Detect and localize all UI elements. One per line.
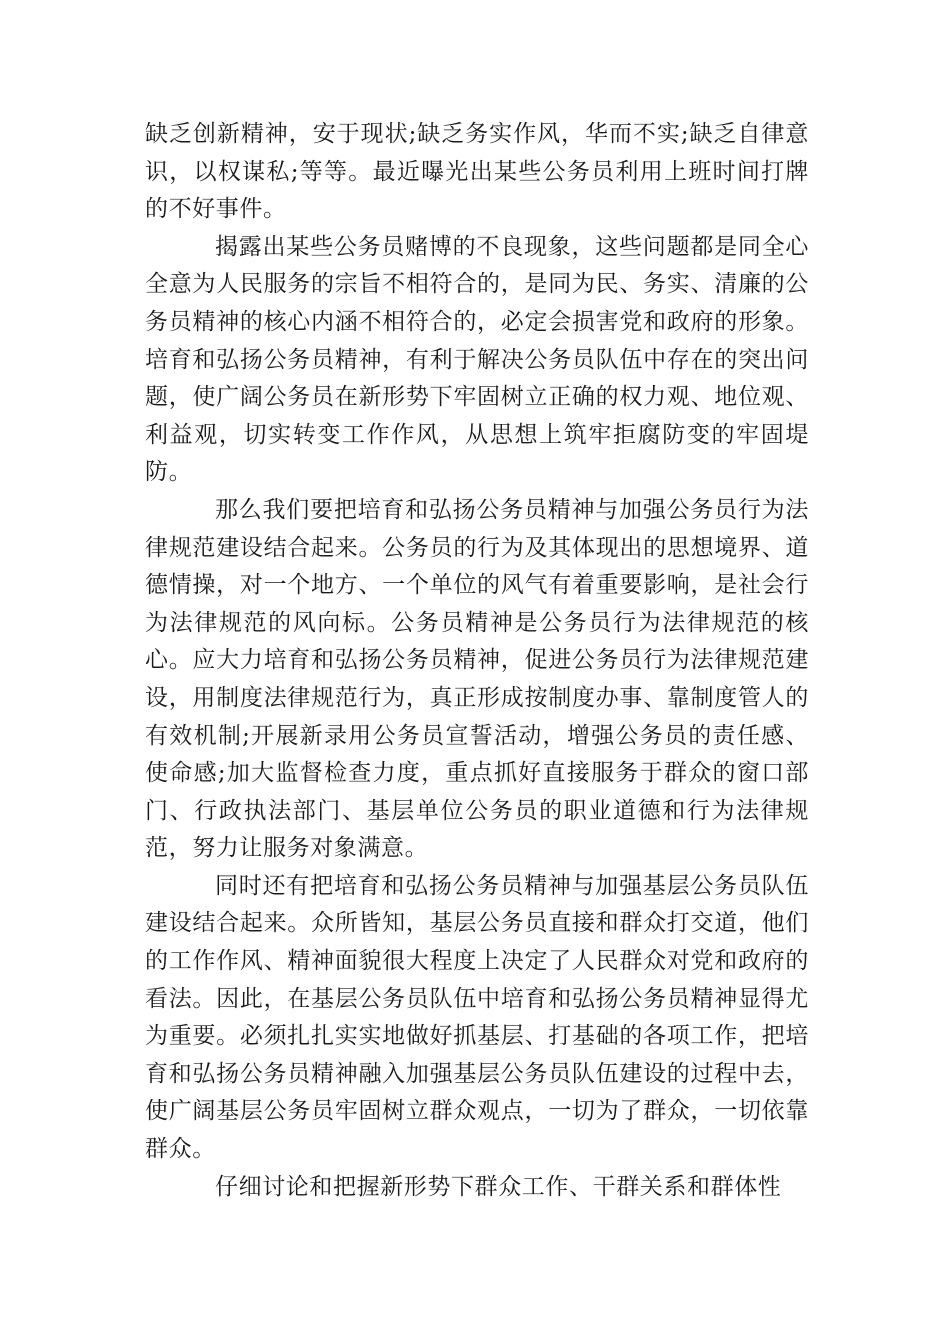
paragraph-2: 揭露出某些公务员赌博的不良现象，这些问题都是同全心全意为人民服务的宗旨不相符合的，是同为民、务实、清廉的公务员精神的核心内涵不相符合的，必定会损害党和政府的形象。培育和弘扬公务员精神，有利于解决公务员队伍中存在的突出问题，使广阔公务员在新形势下牢固树立正确的权力观、地位观、利益观，切实转变工作作风，从思想上筑牢拒腐防变的牢固堤防。 [145,233,809,486]
paragraph-1: 缺乏创新精神，安于现状;缺乏务实作风，华而不实;缺乏自律意识，以权谋私;等等。最近曝光出某些公务员利用上班时间打牌的不好事件。 [145,121,809,223]
document-body [145,116,809,1206]
paragraph-4: 同时还有把培育和弘扬公务员精神与加强基层公务员队伍建设结合起来。众所皆知，基层公务员直接和群众打交道，他们的工作作风、精神面貌很大程度上决定了人民群众对党和政府的看法。因此，在基层公务员队伍中培育和弘扬公务员精神显得尤为重要。必须扎扎实实地做好抓基层、打基础的各项工作，把培育和弘扬公务员精神融入加强基层公务员队伍建设的过程中去，使广阔基层公务员牢固树立群众观点，一切为了群众，一切依靠群众。 [145,872,809,1163]
paragraph-5: 仔细讨论和把握新形势下群众工作、干群关系和群体性 [215,1173,782,1200]
paragraph-3: 那么我们要把培育和弘扬公务员精神与加强公务员行为法律规范建设结合起来。公务员的行为及其体现出的思想境界、道德情操，对一个地方、一个单位的风气有着重要影响，是社会行为法律规范的风向标。公务员精神是公务员行为法律规范的核心。应大力培育和弘扬公务员精神，促进公务员行为法律规范建设，用制度法律规范行为，真正形成按制度办事、靠制度管人的有效机制;开展新录用公务员宣誓活动，增强公务员的责任感、使命感;加大监督检查力度，重点抓好直接服务于群众的窗口部门、行政执法部门、基层单位公务员的职业道德和行为法律规范，努力让服务对象满意。 [145,496,809,862]
